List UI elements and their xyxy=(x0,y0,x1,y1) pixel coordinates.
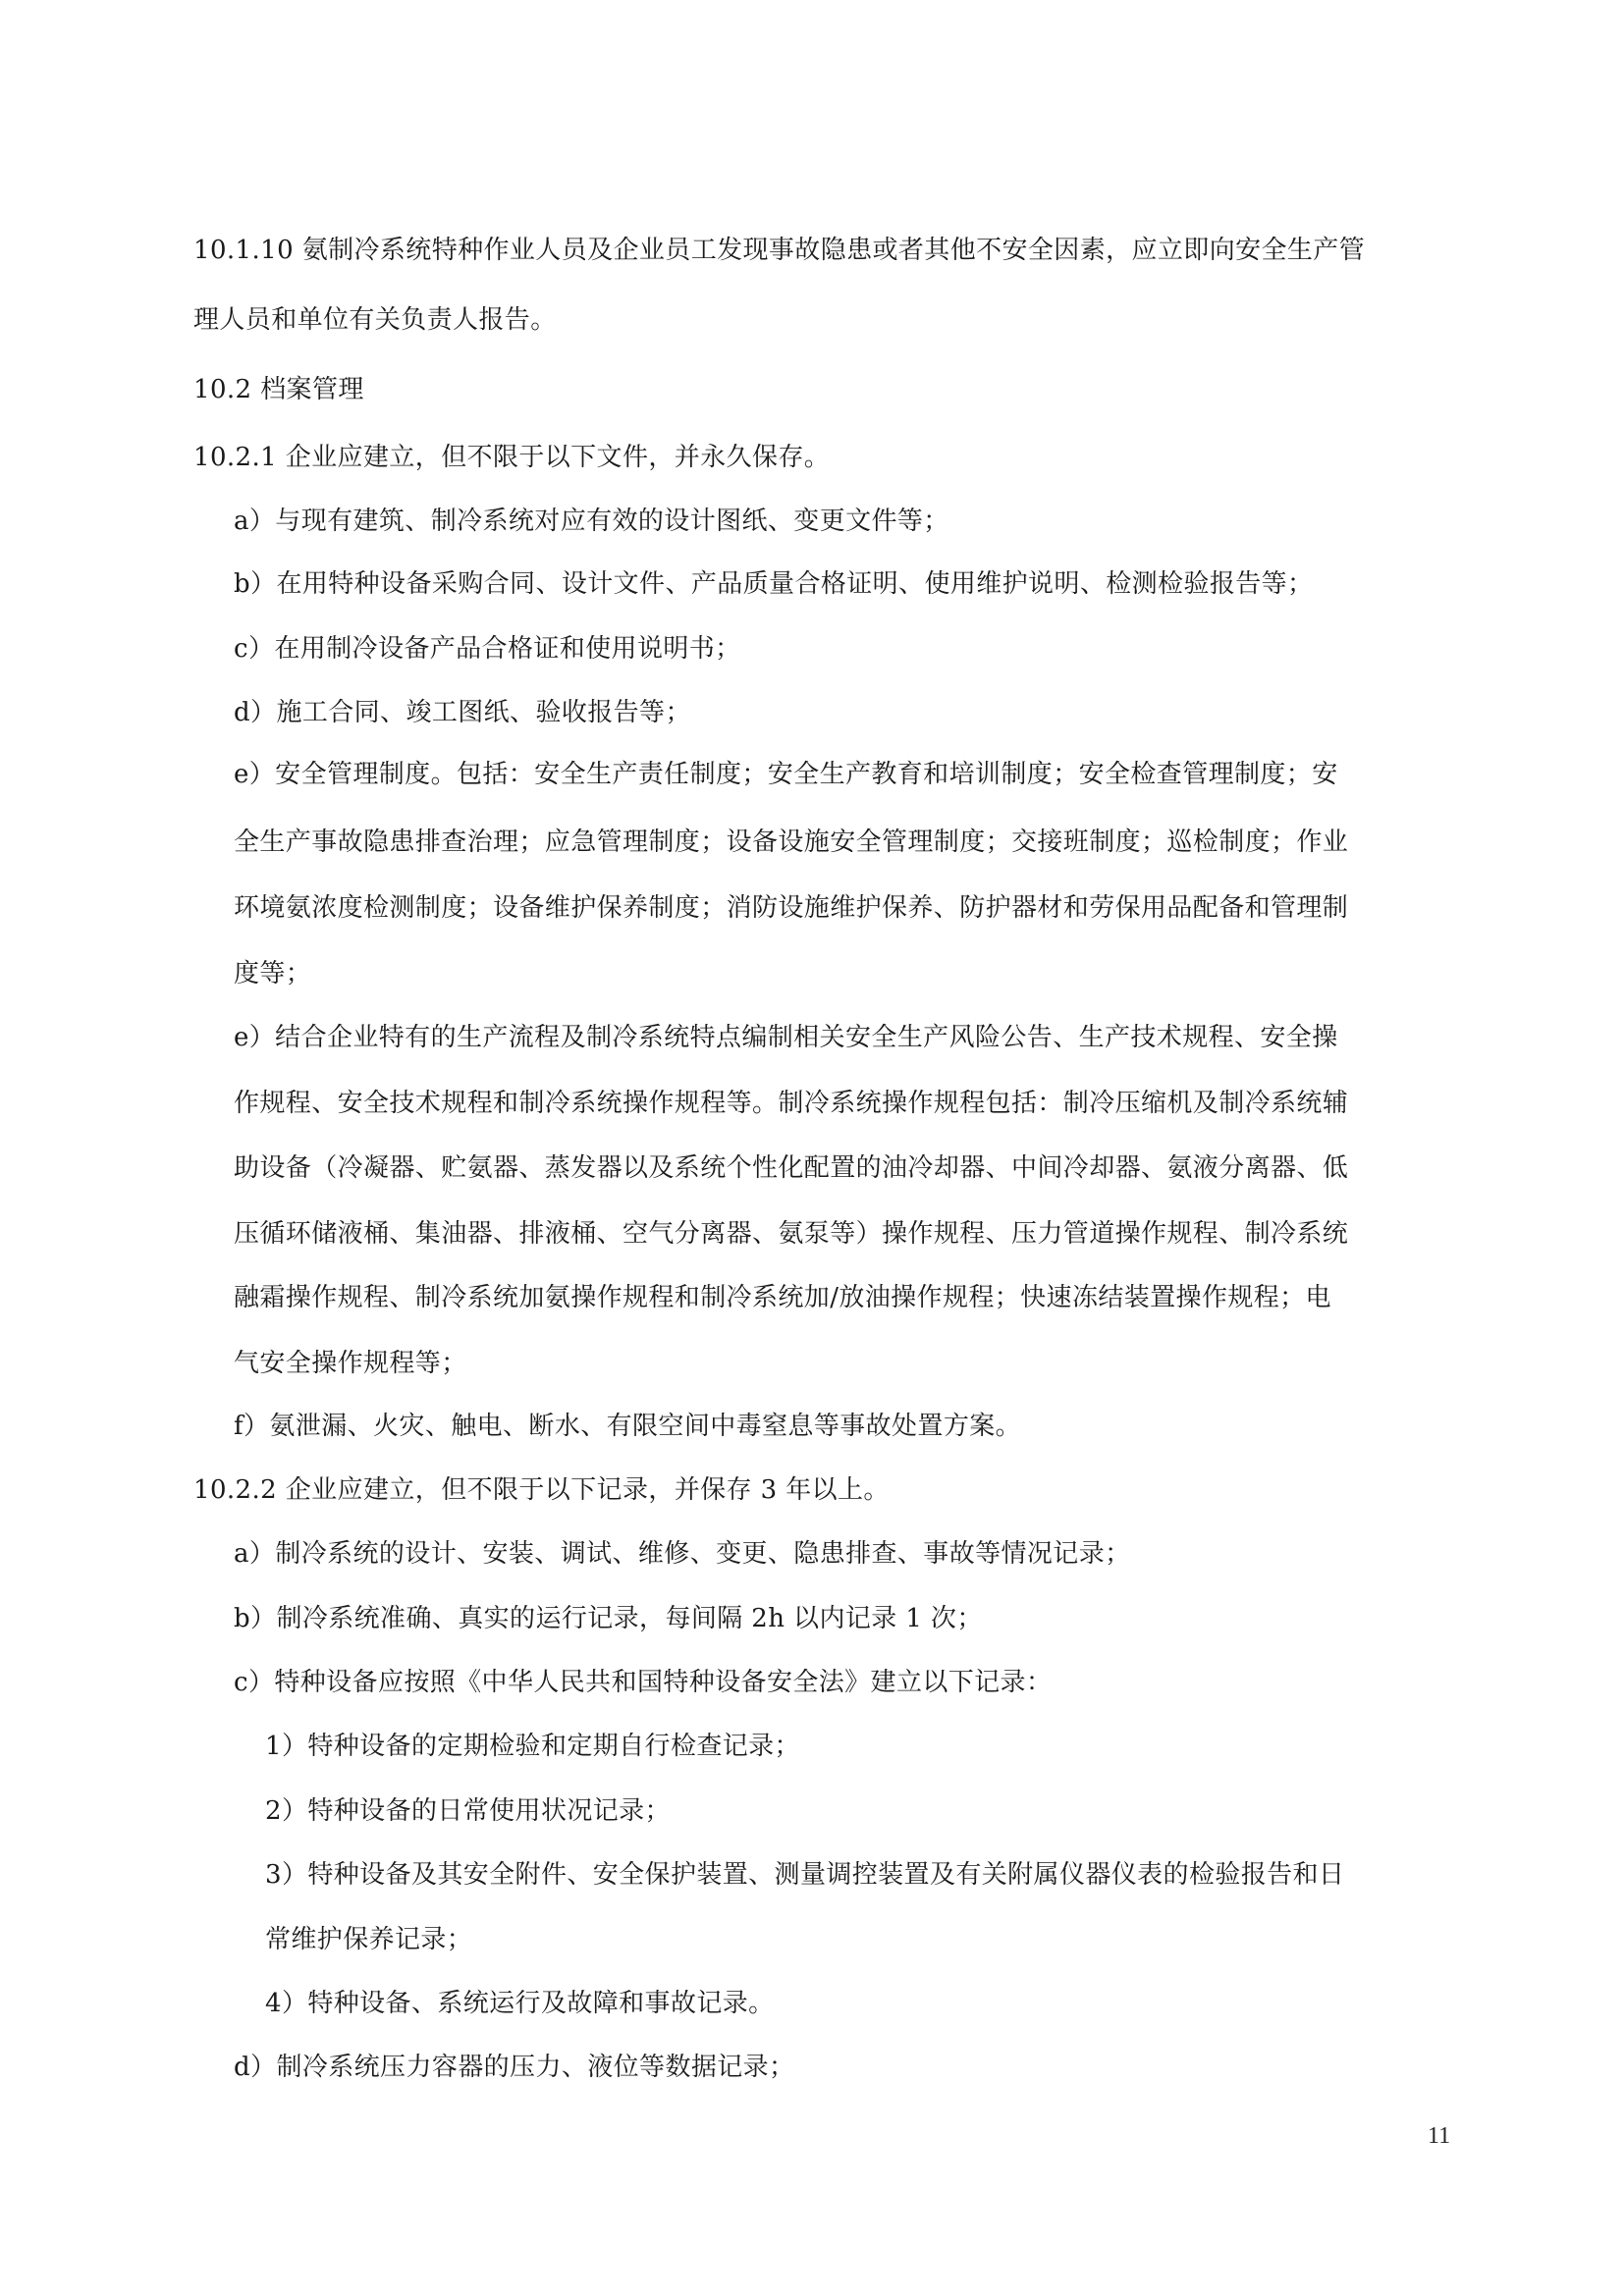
sub-item-10-2-2-c-4: 4）特种设备、系统运行及故障和事故记录。 xyxy=(265,1989,775,2018)
list-item-10-2-1-e-line-2: 全生产事故隐患排查治理；应急管理制度；设备设施安全管理制度；交接班制度；巡检制度；作业 xyxy=(234,828,1349,857)
sub-item-10-2-2-c-2: 2）特种设备的日常使用状况记录； xyxy=(265,1796,671,1826)
paragraph-10-2-2: 10.2.2 企业应建立，但不限于以下记录，并保存 3 年以上。 xyxy=(193,1475,890,1505)
list-item-10-2-1-e2-line-3: 助设备（冷凝器、贮氨器、蒸发器以及系统个性化配置的油冷却器、中间冷却器、氨液分离器、低 xyxy=(234,1153,1349,1183)
list-item-10-2-2-b: b）制冷系统准确、真实的运行记录，每间隔 2h 以内记录 1 次； xyxy=(234,1604,983,1633)
list-item-10-2-1-b: b）在用特种设备采购合同、设计文件、产品质量合格证明、使用维护说明、检测检验报告等； xyxy=(234,569,1314,599)
page-number: 11 xyxy=(1428,2123,1451,2149)
list-item-10-2-2-c: c）特种设备应按照《中华人民共和国特种设备安全法》建立以下记录： xyxy=(234,1668,1053,1697)
list-item-10-2-1-e-line-4: 度等； xyxy=(234,959,312,988)
list-item-10-2-1-e2-line-5: 融霜操作规程、制冷系统加氨操作规程和制冷系统加/放油操作规程；快速冻结装置操作规程；电 xyxy=(234,1283,1331,1312)
paragraph-10-1-10-line-1: 10.1.10 氨制冷系统特种作业人员及企业员工发现事故隐患或者其他不安全因素，应立即向安全生产管 xyxy=(193,236,1366,265)
list-item-10-2-1-c: c）在用制冷设备产品合格证和使用说明书； xyxy=(234,634,741,664)
list-item-10-2-1-e2-line-4: 压循环储液桶、集油器、排液桶、空气分离器、氨泵等）操作规程、压力管道操作规程、制冷系统 xyxy=(234,1219,1349,1249)
list-item-10-2-1-e2-line-2: 作规程、安全技术规程和制冷系统操作规程等。制冷系统操作规程包括：制冷压缩机及制冷系统辅 xyxy=(234,1089,1349,1118)
paragraph-10-1-10-line-2: 理人员和单位有关负责人报告。 xyxy=(193,305,557,335)
list-item-10-2-2-d: d）制冷系统压力容器的压力、液位等数据记录； xyxy=(234,2053,795,2082)
list-item-10-2-1-e2-line-1: e）结合企业特有的生产流程及制冷系统特点编制相关安全生产风险公告、生产技术规程、安全操 xyxy=(234,1023,1338,1052)
sub-item-10-2-2-c-3-line-1: 3）特种设备及其安全附件、安全保护装置、测量调控装置及有关附属仪器仪表的检验报告和日 xyxy=(265,1860,1345,1890)
list-item-10-2-2-a: a）制冷系统的设计、安装、调试、维修、变更、隐患排查、事故等情况记录； xyxy=(234,1539,1131,1569)
list-item-10-2-1-d: d）施工合同、竣工图纸、验收报告等； xyxy=(234,698,691,727)
section-heading-10-2: 10.2 档案管理 xyxy=(193,375,364,404)
list-item-10-2-1-e-line-1: e）安全管理制度。包括：安全生产责任制度；安全生产教育和培训制度；安全检查管理制度；安 xyxy=(234,760,1338,789)
list-item-10-2-1-f: f）氨泄漏、火灾、触电、断水、有限空间中毒窒息等事故处置方案。 xyxy=(234,1412,1022,1441)
list-item-10-2-1-a: a）与现有建筑、制冷系统对应有效的设计图纸、变更文件等； xyxy=(234,507,949,536)
list-item-10-2-1-e2-line-6: 气安全操作规程等； xyxy=(234,1349,467,1378)
list-item-10-2-1-e-line-3: 环境氨浓度检测制度；设备维护保养制度；消防设施维护保养、防护器材和劳保用品配备和管理制 xyxy=(234,893,1349,923)
sub-item-10-2-2-c-3-line-2: 常维护保养记录； xyxy=(265,1925,473,1954)
sub-item-10-2-2-c-1: 1）特种设备的定期检验和定期自行检查记录； xyxy=(265,1732,800,1761)
paragraph-10-2-1: 10.2.1 企业应建立，但不限于以下文件，并永久保存。 xyxy=(193,443,831,472)
